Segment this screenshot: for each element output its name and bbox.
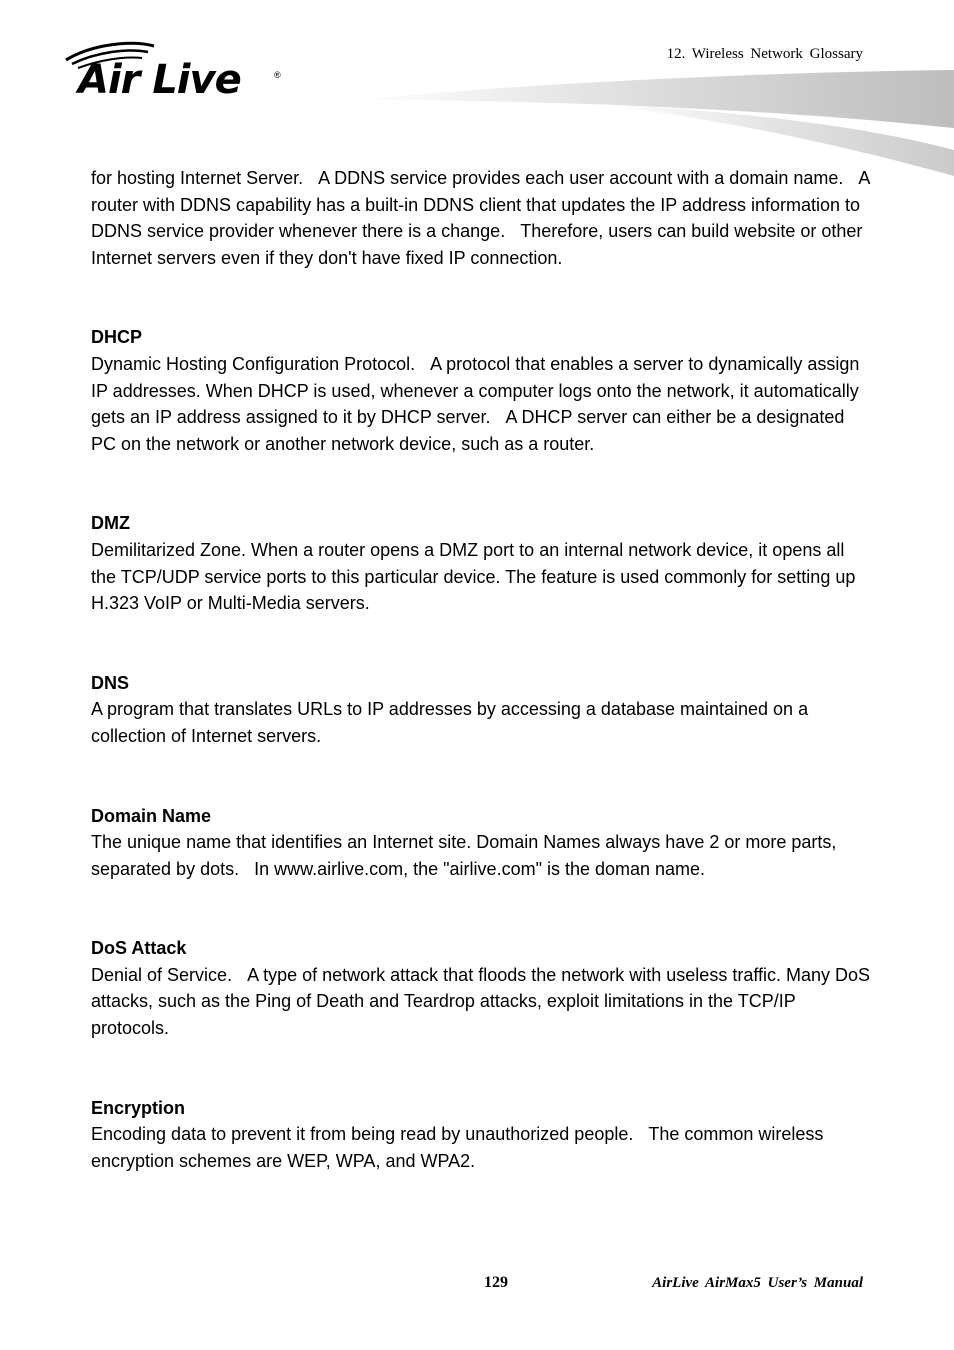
manual-title: AirLive AirMax5 User’s Manual — [652, 1275, 863, 1291]
glossary-term: DNS — [91, 672, 130, 693]
glossary-entry-dhcp — [91, 324, 871, 457]
intro-paragraph: for hosting Internet Server. A DDNS service provides each user account with a domain name. A router with DDNS capability has a built-in DDNS client that updates the IP address information to DDNS service provider whenever there is a change. Therefore, users can build website or other Internet servers even if they don't have fixed IP connection. — [91, 168, 870, 268]
glossary-entry-dmz — [91, 510, 871, 616]
glossary-term: Domain Name — [91, 805, 212, 826]
chapter-title: 12. Wireless Network Glossary — [666, 46, 863, 62]
airlive-logo: Air Live — [78, 57, 241, 103]
glossary-entry-domain-name — [91, 803, 871, 883]
glossary-definition: Demilitarized Zone. When a router opens a DMZ port to an internal network device, it opens all the TCP/UDP service ports to this particular device. The feature is used commonly for setting up H.323 VoIP or Multi-Media servers. — [91, 539, 856, 614]
glossary-term: DMZ — [91, 513, 130, 534]
glossary-definition: Dynamic Hosting Configuration Protocol. A protocol that enables a server to dynamically assign IP addresses. When DHCP is used, whenever a computer logs onto the network, it automatically gets an IP address assigned to it by DHCP server. A DHCP server can either be a designated PC on the network or another network device, such as a router. — [91, 353, 860, 454]
glossary-content — [91, 165, 871, 1174]
glossary-term: DHCP — [91, 327, 143, 348]
registered-mark: ® — [274, 70, 281, 80]
page-number: 129 — [484, 1274, 508, 1291]
glossary-term: Encryption — [91, 1097, 186, 1118]
glossary-entry-dos-attack — [91, 935, 871, 1041]
glossary-definition: Encoding data to prevent it from being read by unauthorized people. The common wireless encryption schemes are WEP, WPA, and WPA2. — [91, 1124, 824, 1171]
glossary-definition: Denial of Service. A type of network attack that floods the network with useless traffic. Many DoS attacks, such as the Ping of Death and Teardrop attacks, exploit limitations in the TCP/IP protocols. — [91, 964, 871, 1039]
glossary-entry-dns — [91, 670, 871, 750]
glossary-term: DoS Attack — [91, 938, 187, 959]
glossary-definition: The unique name that identifies an Internet site. Domain Names always have 2 or more parts, separated by dots. In www.airlive.com, the "airlive.com" is the doman name. — [91, 832, 837, 879]
glossary-definition: A program that translates URLs to IP addresses by accessing a database maintained on a collection of Internet servers. — [91, 699, 809, 746]
glossary-entry-encryption — [91, 1095, 871, 1175]
